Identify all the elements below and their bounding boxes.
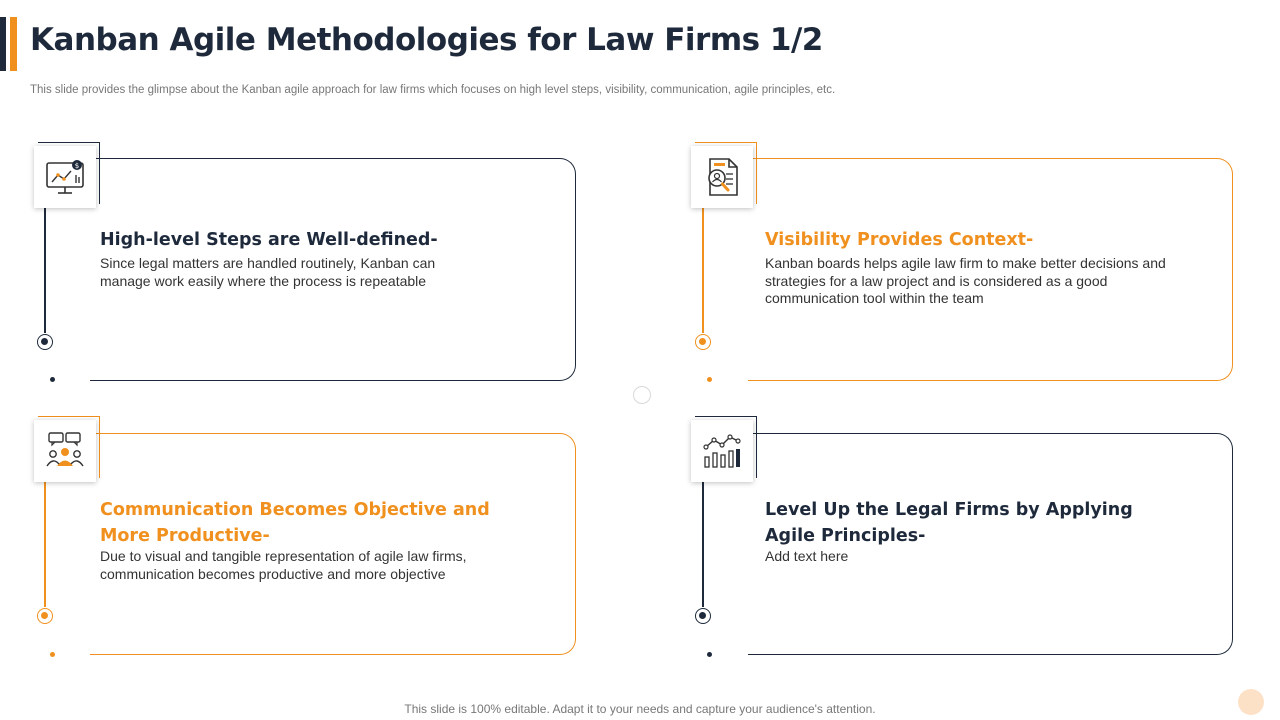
- card-connector-line: [702, 464, 704, 607]
- card-icon-box: [34, 416, 100, 482]
- title-accent-bar-dark: [0, 17, 6, 71]
- team-chat-icon: [44, 430, 86, 472]
- card-marker-dot: [37, 334, 53, 350]
- svg-text:$: $: [74, 162, 80, 170]
- center-decoration-circle: [633, 386, 651, 404]
- card-end-dot: [707, 377, 712, 382]
- card-heading: Communication Becomes Objective and More Productive-: [100, 500, 490, 546]
- card-text: Due to visual and tangible representation of agile law firms, communication becomes productive and more objective: [100, 548, 467, 582]
- corner-decoration-circle: [1238, 689, 1264, 715]
- card-heading: High-level Steps are Well-defined-: [100, 230, 438, 250]
- card-marker-dot: [695, 334, 711, 350]
- card-marker-dot: [695, 608, 711, 624]
- card-text: Add text here: [765, 548, 849, 564]
- card-heading: Level Up the Legal Firms by Applying Agile Principles-: [765, 500, 1133, 546]
- card-connector-line: [702, 190, 704, 333]
- card-icon-box: [691, 416, 757, 482]
- card-end-dot: [50, 377, 55, 382]
- card-end-dot: [50, 652, 55, 657]
- monitor-analytics-icon: [44, 157, 86, 197]
- card-connector-line: [44, 190, 46, 333]
- document-search-icon: [701, 156, 743, 198]
- card-end-dot: [707, 652, 712, 657]
- card-heading: Visibility Provides Context-: [765, 230, 1034, 250]
- card-icon-box: [691, 142, 757, 208]
- slide-title: Kanban Agile Methodologies for Law Firms 1/2: [30, 22, 823, 58]
- title-accent-bar-orange: [10, 17, 17, 71]
- growth-chart-icon: [701, 431, 743, 471]
- card-marker-dot: [37, 608, 53, 624]
- card-icon-box: [34, 142, 100, 208]
- card-connector-line: [44, 464, 46, 607]
- card-text: Since legal matters are handled routinely, Kanban can manage work easily where the process is repeatable: [100, 255, 436, 289]
- card-text: Kanban boards helps agile law firm to make better decisions and strategies for a law project and is considered as a good communication tool within the team: [765, 255, 1166, 306]
- footer-note: This slide is 100% editable. Adapt it to your needs and capture your audience's attention.: [404, 702, 876, 716]
- slide-subtitle: This slide provides the glimpse about the Kanban agile approach for law firms which focuses on high level steps, visibility, communication, agile principles, etc.: [30, 84, 836, 96]
